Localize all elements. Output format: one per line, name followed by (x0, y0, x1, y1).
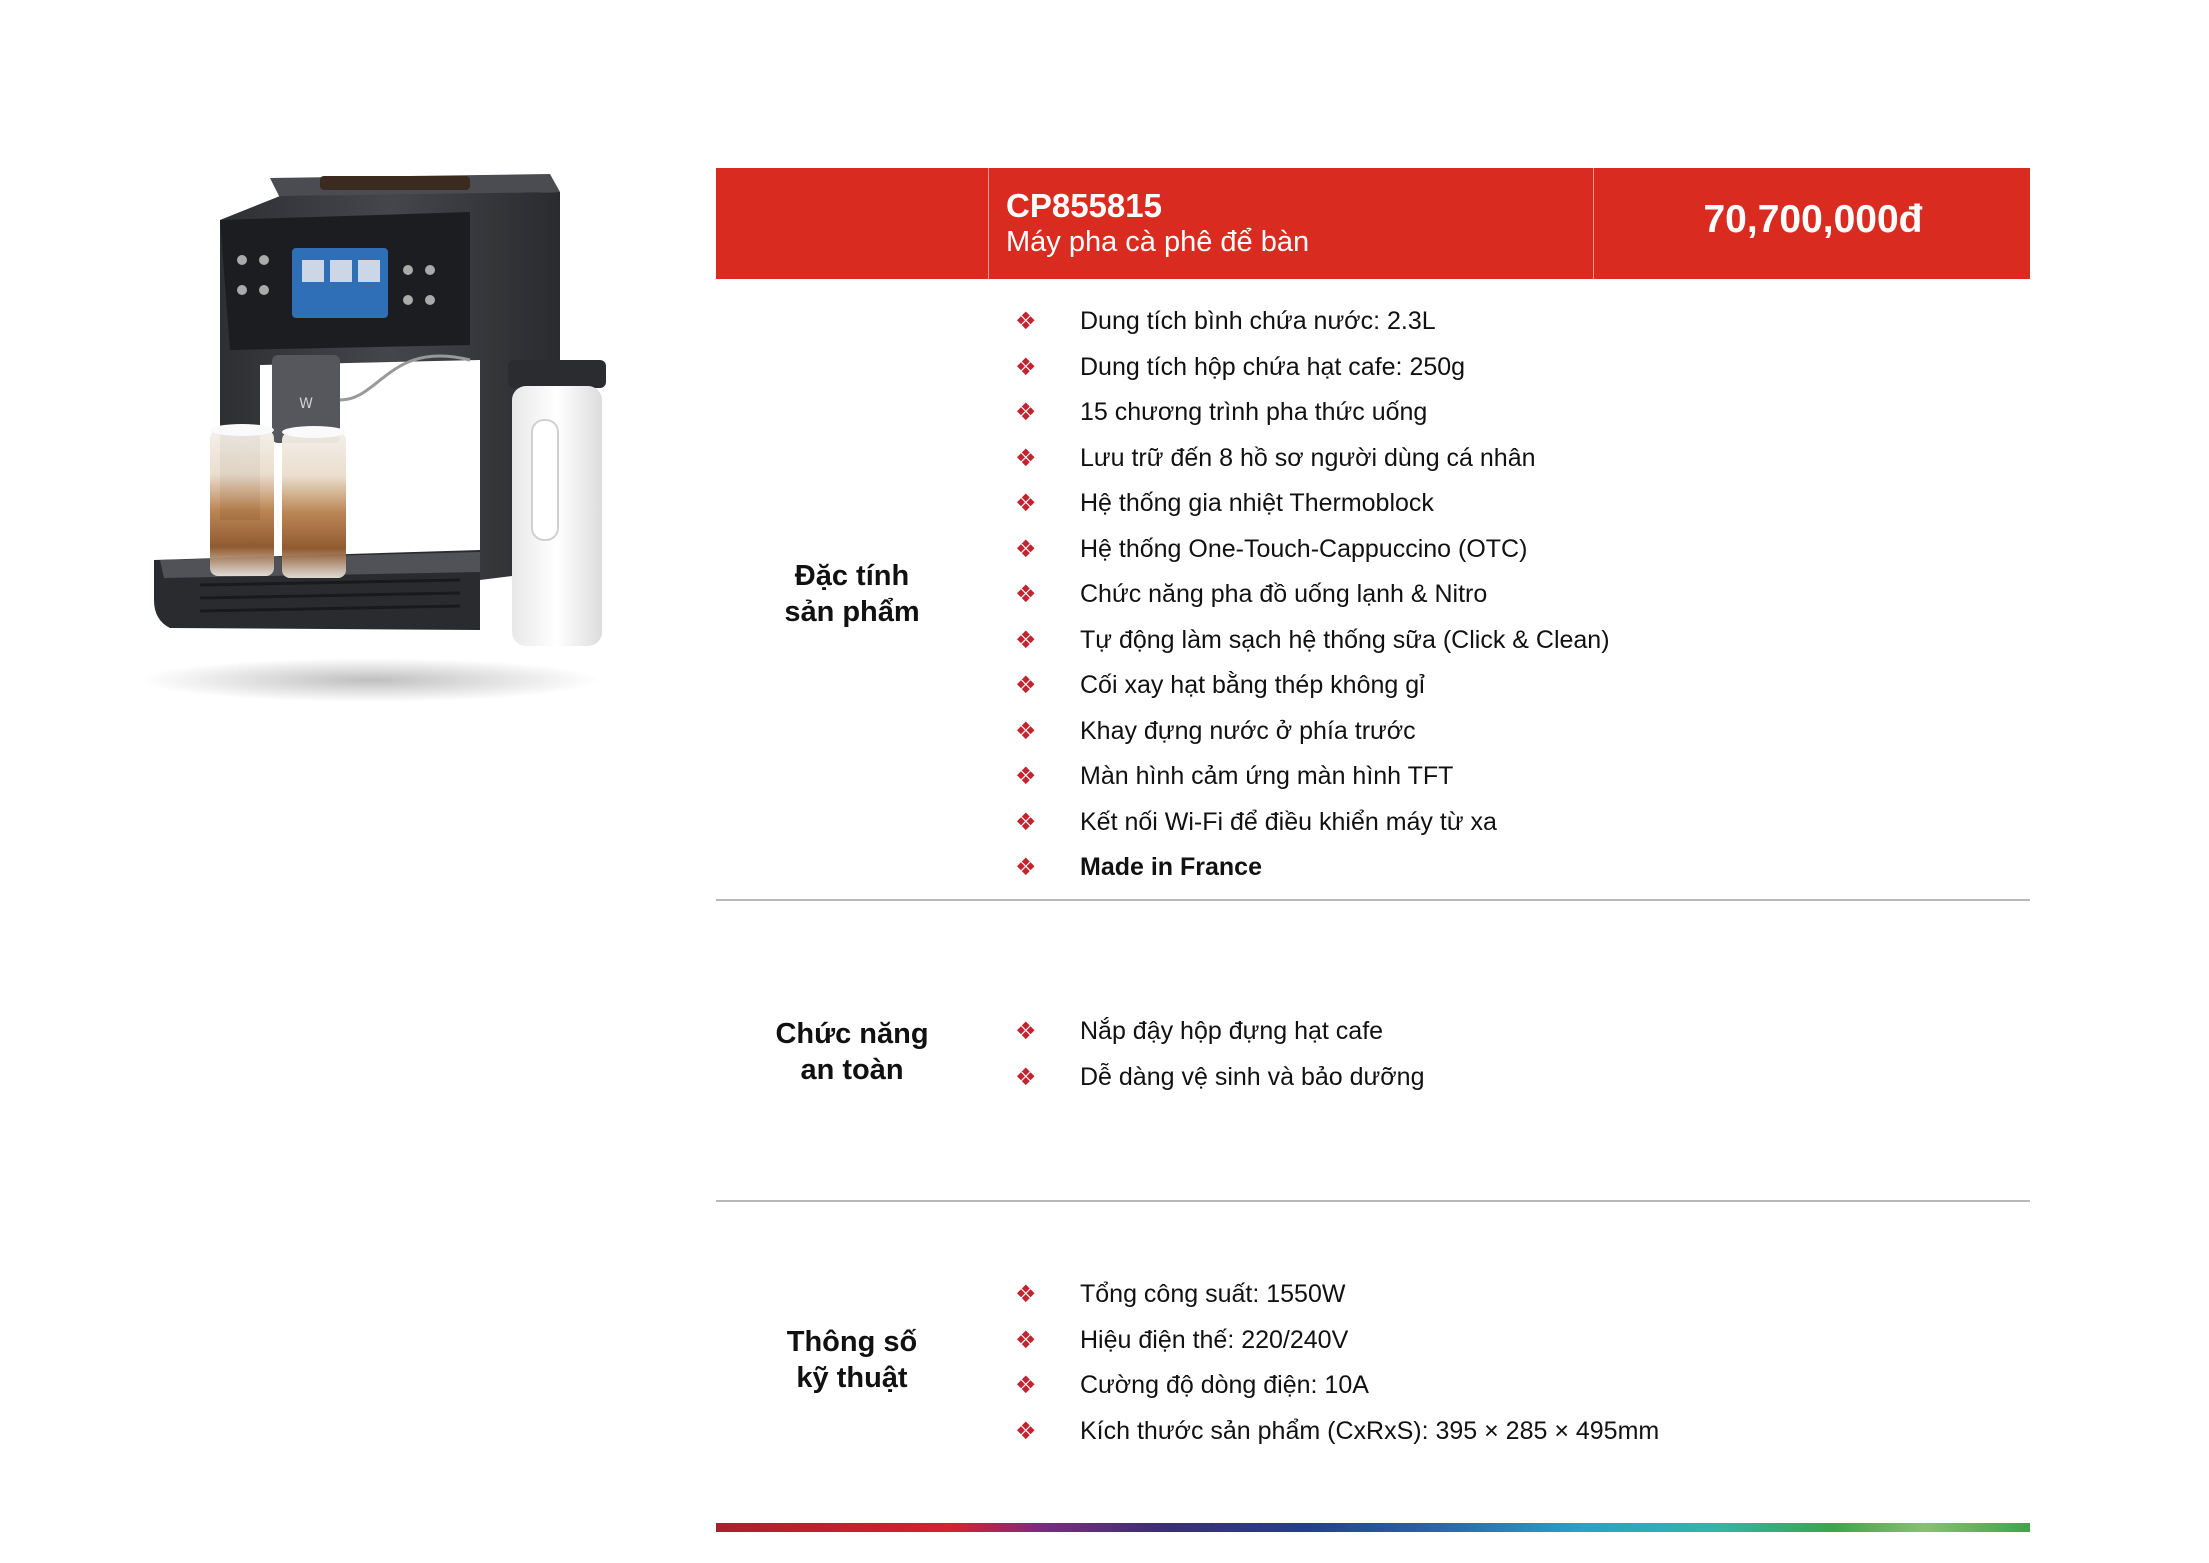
section-label-line: kỹ thuật (796, 1362, 908, 1394)
list-item: ❖ Tự động làm sạch hệ thống sữa (Click & Clean) (1015, 625, 1610, 654)
diamond-bullet-icon: ❖ (1015, 672, 1037, 699)
specs-list (1015, 1279, 1659, 1461)
list-item: ❖ Tổng công suất: 1550W (1015, 1280, 1346, 1308)
list-item: ❖ Kích thước sản phẩm (CxRxS): 395 × 285 × 495mm (1015, 1416, 1660, 1445)
diamond-bullet-icon: ❖ (1015, 626, 1037, 654)
diamond-bullet-icon: ❖ (1015, 1417, 1037, 1445)
product-code: CP855815 (1006, 187, 1162, 224)
product-price: 70,700,000đ (1703, 198, 1923, 241)
features-list (1015, 306, 1610, 898)
section-label-safety (716, 1016, 988, 1088)
list-item: ❖ Màn hình cảm ứng màn hình TFT (1015, 762, 1454, 790)
list-item: ❖ Nắp đậy hộp đựng hạt cafe (1015, 1017, 1384, 1045)
list-item: ❖ Kết nối Wi-Fi để điều khiển máy từ xa (1015, 807, 1497, 836)
diamond-bullet-icon: ❖ (1015, 581, 1037, 608)
diamond-bullet-icon: ❖ (1015, 444, 1037, 472)
diamond-bullet-icon: ❖ (1015, 1372, 1037, 1399)
list-item: ❖ Hệ thống One-Touch-Cappuccino (OTC) (1015, 534, 1528, 563)
list-item: ❖ Dung tích hộp chứa hạt cafe: 250g (1015, 352, 1466, 381)
header-separator (988, 168, 989, 279)
list-item: ❖ Lưu trữ đến 8 hồ sơ người dùng cá nhân (1015, 443, 1536, 472)
section-label-specs (716, 1324, 988, 1396)
product-image-coffee-machine (140, 160, 620, 720)
list-item: ❖ Chức năng pha đồ uống lạnh & Nitro (1015, 580, 1488, 608)
diamond-bullet-icon: ❖ (1015, 1281, 1037, 1308)
diamond-bullet-icon: ❖ (1015, 399, 1037, 426)
diamond-bullet-icon: ❖ (1015, 353, 1037, 381)
list-item: ❖ Made in France (1015, 853, 1262, 881)
section-label-line: Chức năng (775, 1018, 929, 1050)
section-label-line: sản phẩm (784, 596, 920, 628)
header-separator (1593, 168, 1594, 279)
list-item: ❖ Cối xay hạt bằng thép không gỉ (1015, 671, 1425, 699)
list-item: ❖ Dung tích bình chứa nước: 2.3L (1015, 307, 1436, 335)
diamond-bullet-icon: ❖ (1015, 854, 1037, 881)
diamond-bullet-icon: ❖ (1015, 1326, 1037, 1354)
section-label-line: an toàn (800, 1054, 904, 1086)
diamond-bullet-icon: ❖ (1015, 763, 1037, 790)
diamond-bullet-icon: ❖ (1015, 308, 1037, 335)
section-label-line: Thông số (786, 1326, 918, 1358)
list-item: ❖ 15 chương trình pha thức uống (1015, 398, 1428, 426)
svg-text:W: W (299, 396, 313, 412)
safety-list (1015, 1016, 1424, 1107)
brand-color-bar (716, 1523, 2030, 1532)
list-item: ❖ Khay đựng nước ở phía trước (1015, 716, 1416, 745)
section-label-features (716, 558, 988, 630)
section-divider (716, 899, 2030, 901)
section-divider (716, 1200, 2030, 1202)
list-item: ❖ Cường độ dòng điện: 10A (1015, 1371, 1369, 1399)
product-subtitle: Máy pha cà phê để bàn (1006, 226, 1310, 258)
list-item: ❖ Dễ dàng vệ sinh và bảo dưỡng (1015, 1062, 1425, 1091)
diamond-bullet-icon: ❖ (1015, 490, 1037, 517)
product-header (716, 168, 2030, 279)
section-label-line: Đặc tính (794, 560, 910, 592)
list-item: ❖ Hệ thống gia nhiệt Thermoblock (1015, 489, 1434, 517)
diamond-bullet-icon: ❖ (1015, 1018, 1037, 1045)
diamond-bullet-icon: ❖ (1015, 1063, 1037, 1091)
diamond-bullet-icon: ❖ (1015, 717, 1037, 745)
diamond-bullet-icon: ❖ (1015, 808, 1037, 836)
diamond-bullet-icon: ❖ (1015, 535, 1037, 563)
list-item: ❖ Hiệu điện thế: 220/240V (1015, 1325, 1349, 1354)
